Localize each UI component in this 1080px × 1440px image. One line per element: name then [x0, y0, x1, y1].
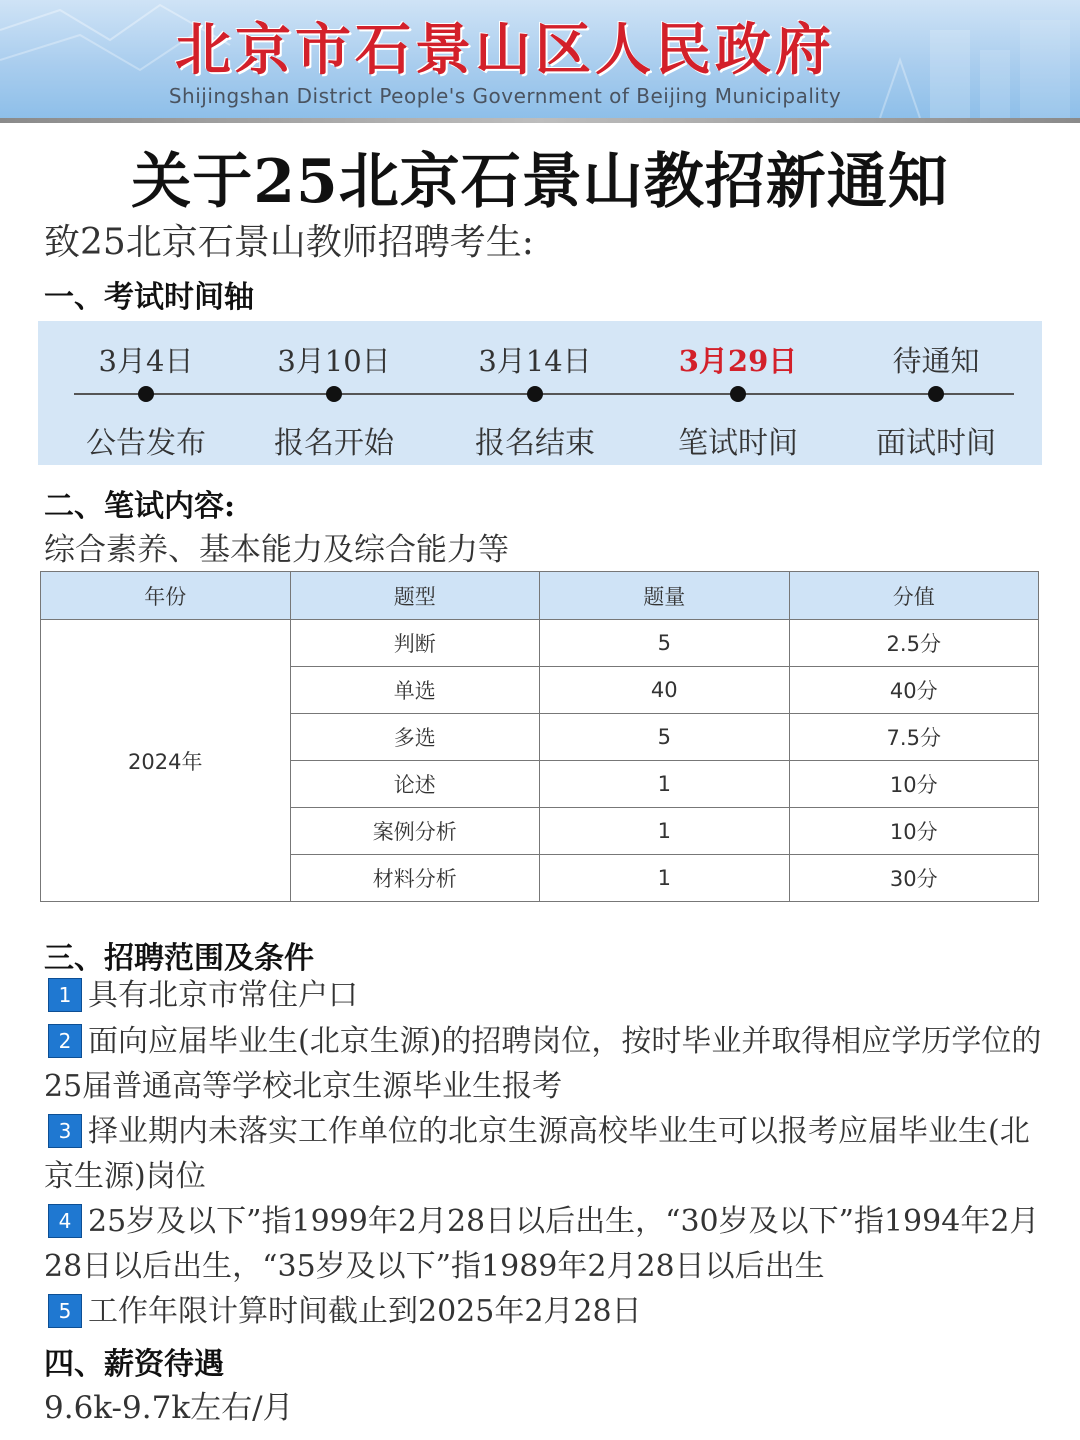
exam-timeline — [38, 321, 1042, 465]
score-cell: 10分 — [789, 808, 1039, 855]
timeline-item — [836, 321, 1036, 465]
header-banner — [0, 0, 1080, 118]
score-cell: 30分 — [789, 855, 1039, 902]
timeline-event: 面试时间 — [876, 426, 996, 461]
requirement-item — [44, 1289, 1044, 1334]
table-header-row — [41, 572, 1039, 620]
table-header-cell: 分值 — [789, 572, 1039, 620]
table-header-cell: 题型 — [290, 572, 540, 620]
requirement-item — [44, 973, 1044, 1018]
section-title-written-exam: 二、笔试内容: — [44, 489, 236, 524]
number-badge: 1 — [48, 978, 82, 1012]
number-badge: 5 — [48, 1294, 82, 1328]
timeline-item — [638, 321, 838, 465]
timeline-dot — [527, 386, 543, 402]
greeting: 致25北京石景山教师招聘考生: — [44, 222, 534, 263]
timeline-date-highlighted: 3月29日 — [678, 344, 798, 378]
table-row — [41, 620, 1039, 667]
requirement-item — [44, 1199, 1044, 1289]
year-cell: 2024年 — [41, 620, 291, 902]
type-cell: 案例分析 — [290, 808, 540, 855]
timeline-date: 3月10日 — [277, 344, 391, 378]
score-cell: 2.5分 — [789, 620, 1039, 667]
count-cell: 40 — [540, 667, 790, 714]
count-cell: 5 — [540, 620, 790, 667]
header-subtitle: Shijingshan District People's Government of Beijing Municipality — [168, 84, 842, 108]
timeline-date: 3月14日 — [478, 344, 592, 378]
exam-content: 综合素养、基本能力及综合能力等 — [44, 532, 509, 568]
salary-value: 9.6k-9.7k左右/月 — [44, 1390, 294, 1426]
timeline-date: 待通知 — [892, 344, 980, 378]
score-cell: 7.5分 — [789, 714, 1039, 761]
number-badge: 4 — [48, 1204, 82, 1238]
timeline-dot — [138, 386, 154, 402]
requirement-text: 择业期内未落实工作单位的北京生源高校毕业生可以报考应届毕业生(北京生源)岗位 — [44, 1114, 1030, 1194]
score-cell: 10分 — [789, 761, 1039, 808]
count-cell: 1 — [540, 761, 790, 808]
timeline-item — [435, 321, 635, 465]
header-title: 北京市石景山区人民政府 — [175, 18, 835, 83]
requirement-item — [44, 1019, 1044, 1109]
type-cell: 单选 — [290, 667, 540, 714]
section-title-requirements: 三、招聘范围及条件 — [44, 941, 314, 976]
requirement-text: 工作年限计算时间截止到2025年2月28日 — [88, 1294, 642, 1329]
type-cell: 材料分析 — [290, 855, 540, 902]
score-cell: 40分 — [789, 667, 1039, 714]
header-divider — [0, 118, 1080, 123]
timeline-event: 报名开始 — [274, 426, 394, 461]
timeline-dot — [326, 386, 342, 402]
timeline-item — [46, 321, 246, 465]
score-table — [40, 571, 1039, 902]
number-badge: 2 — [48, 1024, 82, 1058]
count-cell: 5 — [540, 714, 790, 761]
type-cell: 判断 — [290, 620, 540, 667]
section-title-salary: 四、薪资待遇 — [44, 1347, 224, 1382]
section-title-timeline: 一、考试时间轴 — [44, 280, 254, 315]
timeline-event: 笔试时间 — [678, 426, 798, 461]
count-cell: 1 — [540, 855, 790, 902]
number-badge: 3 — [48, 1114, 82, 1148]
table-header-cell: 题量 — [540, 572, 790, 620]
requirement-text: 面向应届毕业生(北京生源)的招聘岗位，按时毕业并取得相应学历学位的25届普通高等学校北京生源毕业生报考 — [44, 1024, 1042, 1104]
timeline-dot — [928, 386, 944, 402]
type-cell: 多选 — [290, 714, 540, 761]
type-cell: 论述 — [290, 761, 540, 808]
timeline-dot — [730, 386, 746, 402]
timeline-item — [234, 321, 434, 465]
timeline-event: 报名结束 — [475, 426, 595, 461]
requirement-item — [44, 1109, 1044, 1199]
timeline-event: 公告发布 — [86, 426, 206, 461]
table-header-cell: 年份 — [41, 572, 291, 620]
document-title: 关于25北京石景山教招新通知 — [131, 147, 949, 217]
requirement-text: 具有北京市常住户口 — [88, 978, 358, 1013]
count-cell: 1 — [540, 808, 790, 855]
timeline-date: 3月4日 — [98, 344, 194, 378]
requirement-text: 25岁及以下”指1999年2月28日以后出生，“30岁及以下”指1994年2月28日以后出生，“35岁及以下”指1989年2月28日以后出生 — [44, 1204, 1040, 1284]
